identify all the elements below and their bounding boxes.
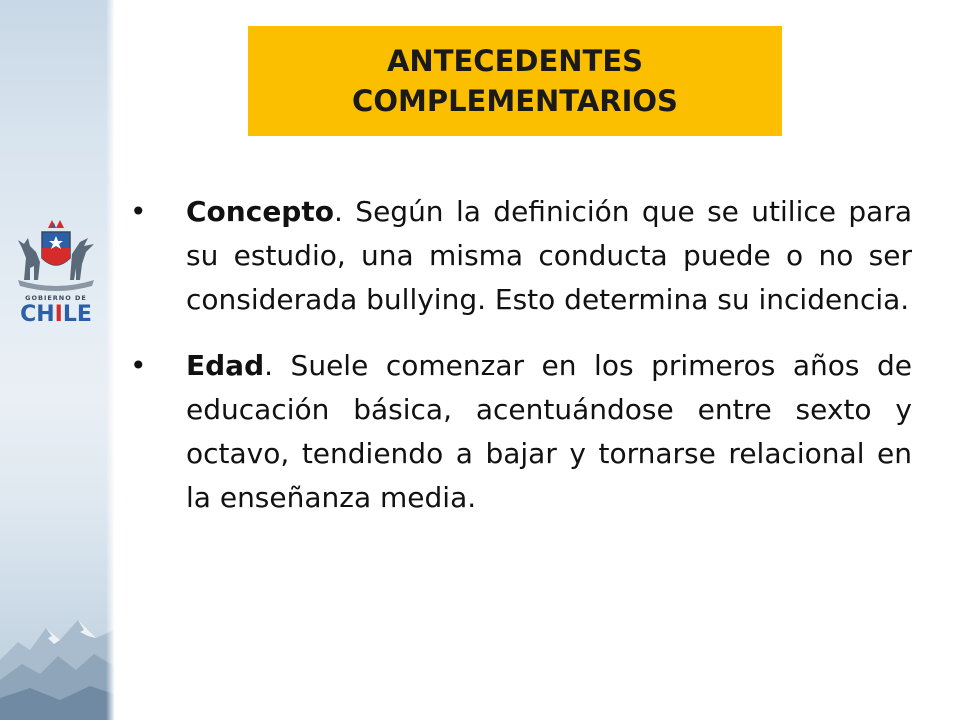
bullet-term: Concepto: [186, 195, 334, 228]
title-line-2: COMPLEMENTARIOS: [352, 84, 678, 118]
bullet-item-edad: [120, 344, 912, 520]
bullet-text: . Según la definición que se utilice para su estudio, una misma conducta puede o no ser considerada bullying. Esto determina su incidencia.: [186, 195, 912, 316]
title-line-1: ANTECEDENTES: [386, 44, 644, 78]
government-logo: [8, 218, 104, 338]
bullet-icon: •: [130, 195, 147, 228]
bullet-icon: •: [130, 349, 147, 382]
bullet-text: . Suele comenzar en los primeros años de educación básica, acentuándose entre sexto y octavo, tendiendo a bajar y tornarse relacional en la enseñanza media.: [186, 349, 912, 514]
logo-word-part1: CH: [20, 302, 55, 327]
bullet-list: [120, 190, 912, 542]
coat-of-arms-icon: [8, 218, 104, 294]
bullet-item-concepto: [120, 190, 912, 322]
mountains-illustration: [0, 580, 114, 720]
logo-word-part2: I: [54, 302, 63, 327]
logo-word-part3: LE: [62, 302, 92, 327]
side-decoration-strip: [0, 0, 114, 720]
bullet-term: Edad: [186, 349, 265, 382]
logo-org-text: GOBIERNO DE: [25, 294, 87, 302]
logo-wordmark: [8, 302, 104, 328]
title-box: [248, 26, 782, 136]
